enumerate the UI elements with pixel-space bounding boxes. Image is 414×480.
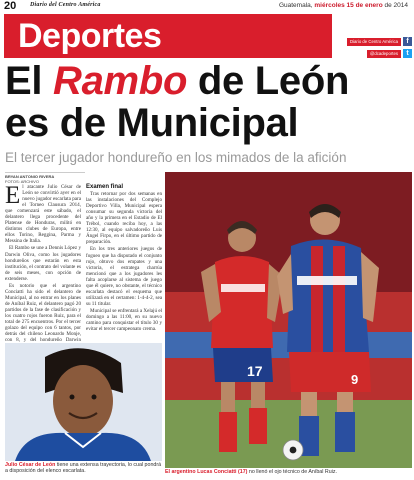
portrait-caption [5,462,162,475]
dateline [279,2,408,9]
paragraph-text: l atacante Julio César de León se convirtió ayer en el nuevo jugador escarlata para el Torneo Clausura 2014, que comenzará este sábado, el delantero llega procedente del Platense de Honduras, militó en distintos clubes de Europa, entre ellos Torino, Reggina, Parma y Messina de Italia. [5,184,81,245]
subheadline: El tercer jugador hondureño en los mimados de la afición [5,150,347,165]
facebook-label: Diario de Centro América [347,38,401,46]
headline-part-1: El [5,59,54,103]
paragraph: Tras retornar por dos semanas en las instalaciones del Complejo Deportivo Villa, Municipal espera consumar su segunda victoria del año y la primera en el Estadio de El Trébol, cuando reciba hoy, a las 12:30, al equipo salvadoreño Luis Ángel Firpo, en el último partido de preparación. [86,191,162,246]
jersey-number-left: 17 [247,363,263,379]
caption-subject: El argentino Lucas Conciatti (17) [165,469,248,475]
section-banner [4,14,332,58]
match-photo-illustration [165,172,412,468]
section-title: Deportes [18,17,162,55]
page-number: 20 [4,0,17,12]
byline-photos: FOTOS: ARCHIVO [5,179,39,184]
caption-subject: Julio César de León [5,462,56,468]
headline-line-2: es de Municipal [5,101,299,145]
article-column-1 [5,184,81,350]
caption-text: tiene una extensa trayectoria, lo cual pondrá a disposición del elenco escarlata. [5,462,162,475]
article-column-2 [86,172,162,333]
page-header [0,0,414,13]
section-subheading: Examen final [86,184,124,190]
paper-logo: Diario del Centro América [30,2,101,8]
facebook-link[interactable] [347,36,412,47]
player-portrait-photo [5,343,162,461]
facebook-icon: f [403,37,412,46]
twitter-link[interactable] [367,48,412,59]
headline-part-2: de León [187,59,350,103]
match-photo-caption [165,469,412,475]
paragraph: En los tres anteriores juegos de fogueo que ha disputado el conjunto rojo, obtuvo dos empates y una victoria, el estratega charrúa mencionó que a los jugadores les falta acoplarse al sistema de juego que él quiere, no obstante, el técnico escarlata destacó el esquema que utilizará en el certamen: 1-4-4-2, sea su 11 titular. [86,246,162,307]
match-photo [165,172,412,468]
portrait-illustration [5,343,162,461]
paragraph: Municipal se enfrentará a Xelajú el domingo a las 11:00, en su nuevo camino para conquistar el título 30 y evitar el tercer campeonato crema. [86,307,162,333]
paragraph: El Rambo se une a Dennis López y Darwin Oliva, como los jugadores hondureños que estarán en esta institución, el contrato del volante es de seis meses, con opción de extenderse. [5,245,81,282]
twitter-icon: t [403,49,412,58]
headline [5,60,413,144]
paragraph: Es notorio que el argentino Conciatti ha sido el delantero de Municipal, al no entrar en los planes de Aníbal Ruiz, el delantero pagó 20 partidos de la fase de clasificación y los cuatro rojos fueron Ruiz, para el total de 275 encuentros. Por el tercer golazo del equipo con 6 tantos, por detrás del chileno Leonardo Monje, con 8, y del hondureño Darwin [5,282,81,344]
dateline-year: de 2014 [384,2,408,9]
twitter-label: @dcadeportes [367,50,401,58]
dateline-date: miércoles 15 de enero [314,2,383,9]
caption-text: no llenó el ojo técnico de Aníbal Ruiz. [247,469,337,475]
drop-cap: E [5,182,21,209]
jersey-number-right: 9 [351,372,359,387]
headline-italic-word: Rambo [53,59,188,103]
paragraph [5,184,81,244]
social-links [332,14,412,58]
dateline-city: Guatemala, [278,2,313,9]
headline-line-1 [5,60,413,102]
byline-author: BRYAN ANTONIO RIVERA [5,174,55,179]
